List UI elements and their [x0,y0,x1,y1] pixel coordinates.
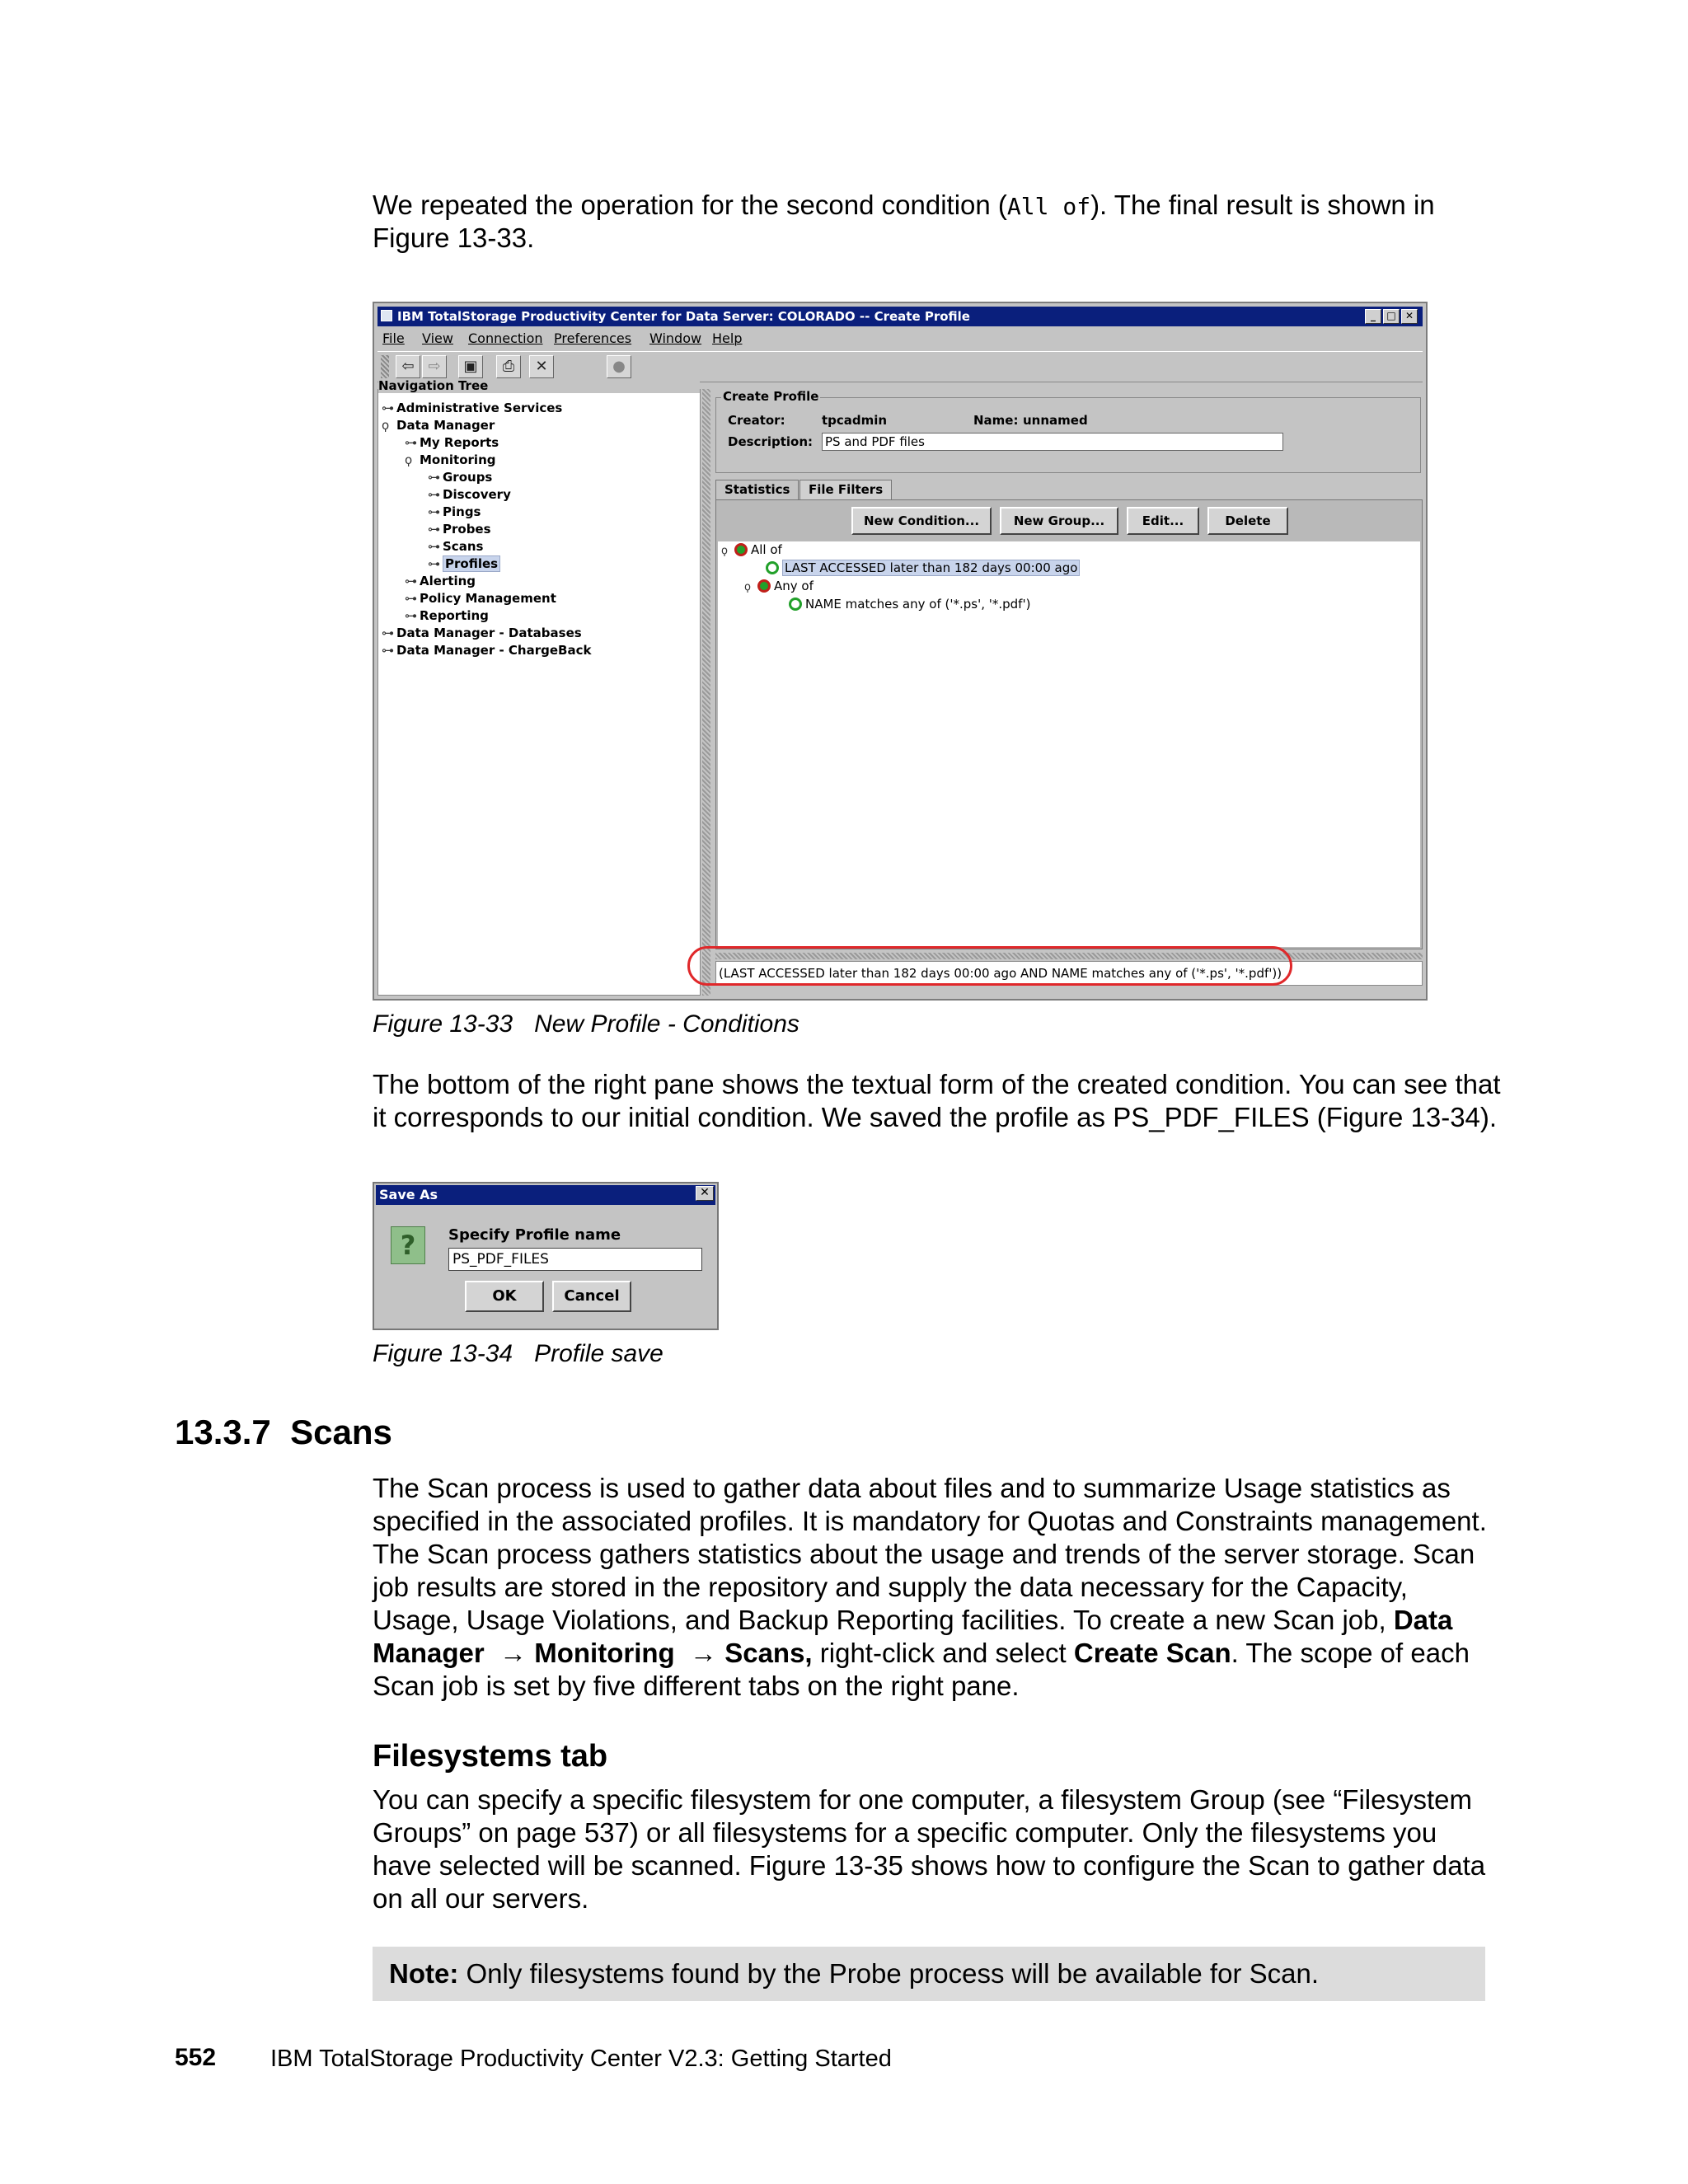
new-group-button[interactable]: New Group... [1000,507,1118,535]
menu-path-scans: Scans, [724,1638,813,1668]
para2-line-1: The bottom of the right pane shows the textual form of the created condition. You can see that [373,1069,1501,1099]
scans-line-5 [373,1604,1452,1637]
condition-label: NAME matches any of ('*.ps', '*.pdf') [805,597,1031,612]
nav-tree-title: Navigation Tree [378,378,700,393]
menu-connection[interactable]: Connection [468,330,543,346]
window-titlebar [377,307,1423,326]
maximize-icon[interactable]: □ [1383,309,1400,324]
condition-label: Any of [774,579,814,593]
collapse-key-icon[interactable]: ϙ [721,545,728,557]
right-pane [712,387,1426,997]
tree-node-discovery[interactable] [428,486,511,503]
fs-line-2: Groups” on page 537) or all filesystems for a specific computer. Only the filesystems you [373,1817,1437,1848]
tree-node-alerting[interactable] [405,573,476,589]
condition-node-name-matches[interactable] [789,596,1030,612]
scans-text: right-click and select [812,1638,1074,1668]
tree-label: Scans [443,539,484,554]
back-arrow-icon[interactable]: ⇦ [396,355,420,378]
tab-file-filters[interactable]: File Filters [799,480,892,499]
minimize-icon[interactable]: _ [1365,309,1381,324]
delete-button[interactable]: Delete [1207,507,1288,535]
tree-label: Data Manager - Databases [396,626,582,640]
and-group-icon [734,543,748,556]
scans-line-7: Scan job is set by five different tabs on the right pane. [373,1671,1020,1701]
menu-path-monitoring: Monitoring [534,1638,675,1668]
condition-node-any-of[interactable] [744,578,814,596]
scans-line-6 [373,1637,1470,1670]
caption-number: Figure 13-33 [373,1010,513,1038]
forward-arrow-icon[interactable]: ⇨ [422,355,447,378]
menu-window[interactable]: Window [649,330,702,346]
close-icon[interactable]: ✕ [696,1186,714,1201]
tree-node-monitoring[interactable] [405,452,495,468]
expand-key-icon[interactable]: ⊶ [382,401,394,415]
expand-key-icon[interactable]: ⊶ [382,643,394,658]
expand-key-icon[interactable]: ⊶ [428,487,440,502]
question-icon: ? [391,1226,425,1264]
expand-key-icon[interactable]: ⊶ [382,626,394,640]
menu-file[interactable]: File [382,330,405,346]
tree-label: Administrative Services [396,401,563,415]
condition-icon [766,561,779,574]
or-group-icon [757,579,771,593]
fs-line-4: on all our servers. [373,1883,589,1914]
page-number: 552 [175,2044,217,2071]
name-label: Name: [973,413,1019,428]
para2-line-2: it corresponds to our initial condition. We saved the profile as PS_PDF_FILES (Figure 13-34). [373,1102,1498,1132]
tree-label: My Reports [420,435,499,450]
arrow-glyph: → [499,1638,528,1668]
menu-bar [377,328,1423,349]
toolbar-grip[interactable] [381,355,389,378]
scans-line-1: The Scan process is used to gather data about files and to summarize Usage statistics as [373,1473,1451,1503]
expand-key-icon[interactable]: ⊶ [428,470,440,485]
dialog-titlebar [376,1185,715,1205]
arrow-glyph: → [690,1638,718,1668]
save-as-dialog [373,1182,719,1330]
cancel-button[interactable]: Cancel [552,1281,631,1312]
tree-label: Pings [443,504,481,519]
tree-label: Probes [443,522,491,537]
tree-label: Discovery [443,487,511,502]
vertical-splitter[interactable] [702,389,710,996]
subsection-heading: Filesystems tab [373,1739,608,1774]
tree-node-profiles[interactable] [428,555,500,572]
collapse-key-icon[interactable]: ϙ [382,418,390,433]
tree-label: Groups [443,470,493,485]
figure-13-34-caption [373,1340,663,1368]
expand-key-icon[interactable]: ⊶ [405,574,417,588]
caption-text: Profile save [534,1340,663,1367]
tree-node-policy-management[interactable] [405,590,556,607]
section-heading [175,1413,392,1452]
menu-help[interactable]: Help [712,330,743,346]
description-label: Description: [728,434,814,449]
red-highlight-oval [687,946,1292,986]
create-profile-group [715,389,1421,473]
condition-label: All of [751,542,782,557]
tree-label: Data Manager [396,418,495,433]
expand-key-icon[interactable]: ⊶ [405,591,417,606]
name-value: unnamed [1023,413,1088,428]
creator-value: tpcadmin [822,413,888,428]
intro-text: We repeated the operation for the second condition ( [373,190,1007,220]
caption-text: New Profile - Conditions [534,1010,799,1038]
menu-view[interactable]: View [422,330,453,346]
note-box [373,1947,1485,2001]
condition-label-selected: LAST ACCESSED later than 182 days 00:00 ago [782,560,1080,576]
collapse-key-icon[interactable]: ϙ [744,581,751,593]
tab-panel [715,499,1423,949]
profile-name-label: Specify Profile name [448,1226,621,1244]
tree-node-administrative-services[interactable] [382,400,562,416]
tab-statistics[interactable]: Statistics [715,480,799,499]
condition-icon [789,598,802,611]
expand-key-icon[interactable]: ⊶ [428,556,440,571]
expand-key-icon[interactable]: ⊶ [405,608,417,623]
tree-node-groups[interactable] [428,469,492,485]
tree-node-data-manager[interactable] [382,417,495,434]
new-condition-button[interactable]: New Condition... [851,507,992,535]
app-icon [381,310,392,321]
tree-label: Data Manager - ChargeBack [396,643,592,658]
section-number: 13.3.7 [175,1413,271,1451]
scans-line-4: job results are stored in the repository and supply the data necessary for the Capacity, [373,1572,1408,1602]
scans-text: Usage, Usage Violations, and Backup Reporting facilities. To create a new Scan job, [373,1605,1386,1635]
create-profile-legend: Create Profile [723,389,819,404]
stop-icon[interactable]: ● [607,355,631,378]
create-profile-window [373,302,1428,1001]
note-label: Note: [389,1958,459,1989]
figure-13-33-caption [373,1010,799,1038]
tree-label-selected: Profiles [443,555,500,572]
profile-name-input[interactable]: PS_PDF_FILES [448,1248,702,1271]
scans-text: . The scope of each [1231,1638,1470,1668]
intro-line-2: Figure 13-33. [373,223,535,253]
tree-node-probes[interactable] [428,521,491,537]
create-scan-label: Create Scan [1073,1638,1231,1668]
fs-line-3: have selected will be scanned. Figure 13-35 shows how to configure the Scan to gather data [373,1850,1486,1881]
print-icon[interactable]: ⎙ [496,355,521,378]
edit-button[interactable]: Edit... [1127,507,1199,535]
tree-label: Reporting [420,608,489,623]
close-icon[interactable]: ✕ [1401,309,1418,324]
tree-node-data-manager-databases[interactable] [382,625,582,641]
footer-title: IBM TotalStorage Productivity Center V2.3: Getting Started [270,2046,892,2072]
condition-node-last-accessed[interactable] [766,560,1080,576]
ok-button[interactable]: OK [465,1281,544,1312]
inline-code: All of [1006,193,1091,220]
tree-label: Monitoring [420,452,496,467]
window-title: IBM TotalStorage Productivity Center for Data Server: COLORADO -- Create Profile [397,309,970,324]
tree-label: Policy Management [420,591,556,606]
tree-node-data-manager-chargeback[interactable] [382,642,591,658]
section-title: Scans [290,1413,392,1451]
expand-key-icon[interactable]: ⊶ [428,539,440,554]
condition-node-all-of[interactable] [721,541,782,560]
dialog-title: Save As [379,1187,438,1202]
expand-key-icon[interactable]: ⊶ [405,435,417,450]
menu-path-data: Data [1393,1605,1453,1635]
navigation-tree [377,378,701,996]
scans-line-3: The Scan process gathers statistics about the usage and trends of the server storage. Scan [373,1539,1475,1569]
save-icon[interactable]: ▣ [458,355,483,378]
expand-key-icon[interactable]: ⊶ [428,522,440,537]
tree-node-pings[interactable] [428,504,481,520]
tree-node-scans[interactable] [428,538,483,555]
expand-key-icon[interactable]: ⊶ [428,504,440,519]
menu-path-manager: Manager [373,1638,485,1668]
collapse-key-icon[interactable]: ϙ [405,452,413,467]
condition-text-field: (LAST ACCESSED later than 182 days 00:00 ago AND NAME matches any of ('*.ps', '*.pdf')) [715,961,1423,986]
menu-preferences[interactable]: Preferences [554,330,632,346]
caption-number: Figure 13-34 [373,1340,513,1367]
tree-node-reporting[interactable] [405,607,489,624]
intro-text-end: ). The final result is shown in [1090,190,1435,220]
fs-line-1: You can specify a specific filesystem for one computer, a filesystem Group (see “Filesystem [373,1784,1472,1815]
description-field[interactable]: PS and PDF files [822,433,1283,451]
tree-node-my-reports[interactable] [405,434,499,451]
scans-line-2: specified in the associated profiles. It is mandatory for Quotas and Constraints management. [373,1506,1487,1536]
cancel-x-icon[interactable]: ✕ [529,355,554,378]
tree-label: Alerting [420,574,476,588]
creator-label: Creator: [728,413,785,428]
note-text: Only filesystems found by the Probe process will be available for Scan. [458,1958,1320,1989]
condition-tree [718,541,1420,947]
intro-line-1 [373,189,1435,223]
